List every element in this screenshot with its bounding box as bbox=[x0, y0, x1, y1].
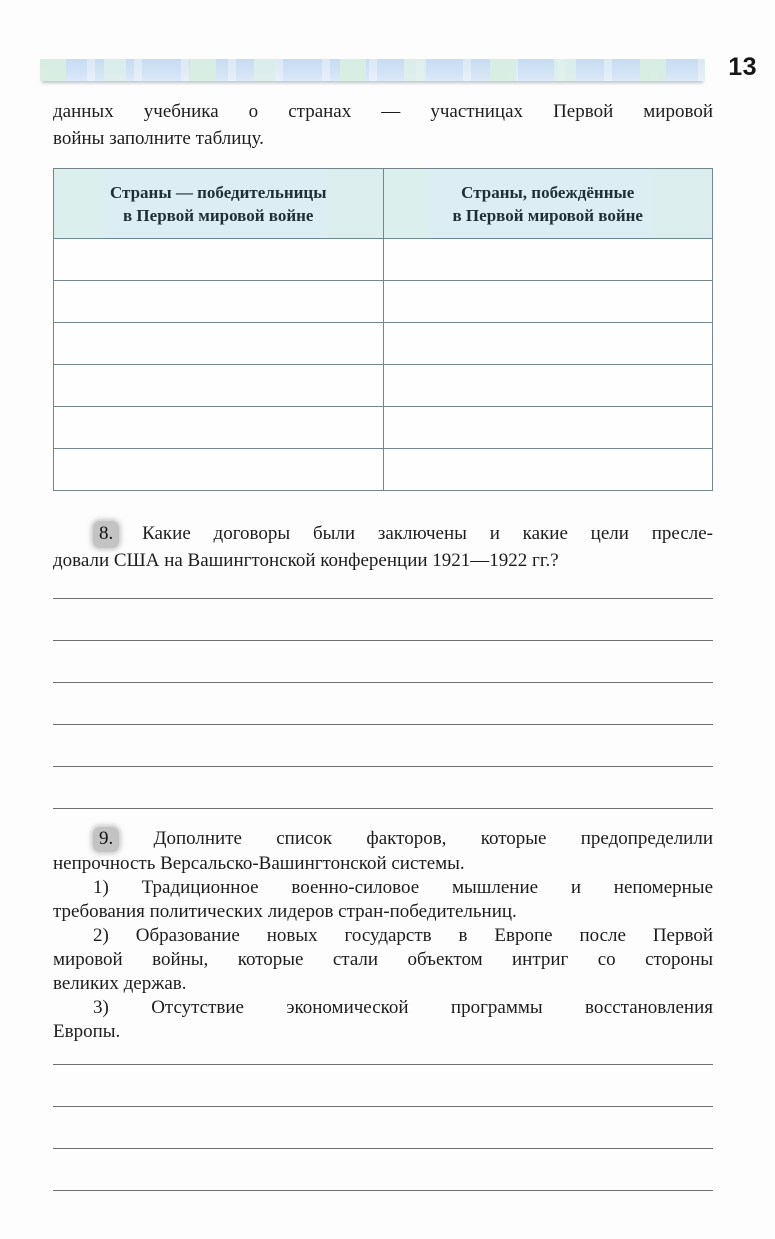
question-9 bbox=[53, 827, 713, 1044]
table-row bbox=[54, 407, 713, 449]
question-8-line-2: довали США на Вашингтонской конференции 1921—1922 гг.? bbox=[53, 550, 559, 571]
table-cell-empty bbox=[383, 323, 713, 365]
factor-item-3-text-1: Отсутствие экономической программы восстановления bbox=[151, 997, 714, 1018]
table-cell-empty bbox=[54, 239, 384, 281]
factor-item-1-number: 1) bbox=[93, 877, 109, 898]
question-9-number-badge: 9. bbox=[93, 827, 119, 852]
table-cell-empty bbox=[54, 281, 384, 323]
table-header-defeated bbox=[383, 169, 713, 239]
page-number: 13 bbox=[728, 53, 757, 81]
table-row bbox=[54, 239, 713, 281]
factor-item-3-line-2: Европы. bbox=[53, 1021, 121, 1042]
writing-line bbox=[53, 725, 713, 767]
intro-line-1: данных учебника о странах — участницах Первой мировой bbox=[53, 101, 713, 122]
table-cell-empty bbox=[54, 407, 384, 449]
writing-line bbox=[53, 683, 713, 725]
writing-line bbox=[53, 1107, 713, 1149]
decorative-top-border bbox=[40, 59, 705, 81]
page-header bbox=[0, 0, 775, 82]
question-8-number-badge: 8. bbox=[93, 521, 119, 548]
table-cell-empty bbox=[54, 365, 384, 407]
table-row bbox=[54, 365, 713, 407]
writing-line bbox=[53, 1065, 713, 1107]
factor-item-3-line-1 bbox=[53, 996, 713, 1020]
table-header-winners bbox=[54, 169, 384, 239]
factor-item-2-number: 2) bbox=[93, 925, 109, 946]
writing-line bbox=[53, 1149, 713, 1191]
countries-table-body bbox=[54, 239, 713, 491]
table-cell-empty bbox=[383, 407, 713, 449]
writing-line bbox=[53, 641, 713, 683]
question-9-line-1 bbox=[53, 827, 713, 852]
writing-line bbox=[53, 767, 713, 809]
factor-item-3-number: 3) bbox=[93, 997, 109, 1018]
factor-item-2-line-2: мировой войны, которые стали объектом интриг со стороны bbox=[53, 949, 713, 970]
table-cell-empty bbox=[54, 323, 384, 365]
table-header-winners-line1: Страны — победительницы bbox=[109, 182, 327, 202]
question-9-line-2: непрочность Версальско-Вашингтонской системы. bbox=[53, 853, 465, 874]
table-header-defeated-line2: в Первой мировой войне bbox=[452, 205, 643, 225]
table-cell-empty bbox=[383, 449, 713, 491]
factor-item-2-text-1: Образование новых государств в Европе после Первой bbox=[135, 925, 713, 946]
table-cell-empty bbox=[54, 449, 384, 491]
writing-line bbox=[53, 1023, 713, 1065]
question-8-text-1: Какие договоры были заключены и какие цели пресле- bbox=[142, 523, 713, 544]
writing-line bbox=[53, 599, 713, 641]
intro-line-2: войны заполните таблицу. bbox=[53, 128, 264, 149]
countries-table-head bbox=[54, 169, 713, 239]
factor-item-2-line-3: великих держав. bbox=[53, 973, 187, 994]
table-cell-empty bbox=[383, 239, 713, 281]
table-header-row bbox=[54, 169, 713, 239]
table-header-defeated-line1: Страны, побеждённые bbox=[461, 182, 635, 202]
factor-item-2-line-1 bbox=[53, 924, 713, 948]
countries-table bbox=[53, 168, 713, 491]
answer-lines-q8 bbox=[53, 557, 713, 809]
table-row bbox=[54, 281, 713, 323]
page-content bbox=[0, 98, 775, 1191]
answer-lines-q9 bbox=[53, 1023, 713, 1191]
table-cell-empty bbox=[383, 365, 713, 407]
factor-item-1-line-2: требования политических лидеров стран-победительниц. bbox=[53, 901, 517, 922]
question-9-text-1: Дополните список факторов, которые предопределили bbox=[153, 828, 714, 849]
factor-item-1-line-1 bbox=[53, 876, 713, 900]
table-header-winners-line2: в Первой мировой войне bbox=[123, 205, 314, 225]
question-8-line-1 bbox=[53, 521, 713, 548]
table-row bbox=[54, 449, 713, 491]
table-cell-empty bbox=[383, 281, 713, 323]
factor-item-1-text-1: Традиционное военно-силовое мышление и непомерные bbox=[141, 877, 714, 898]
table-row bbox=[54, 323, 713, 365]
